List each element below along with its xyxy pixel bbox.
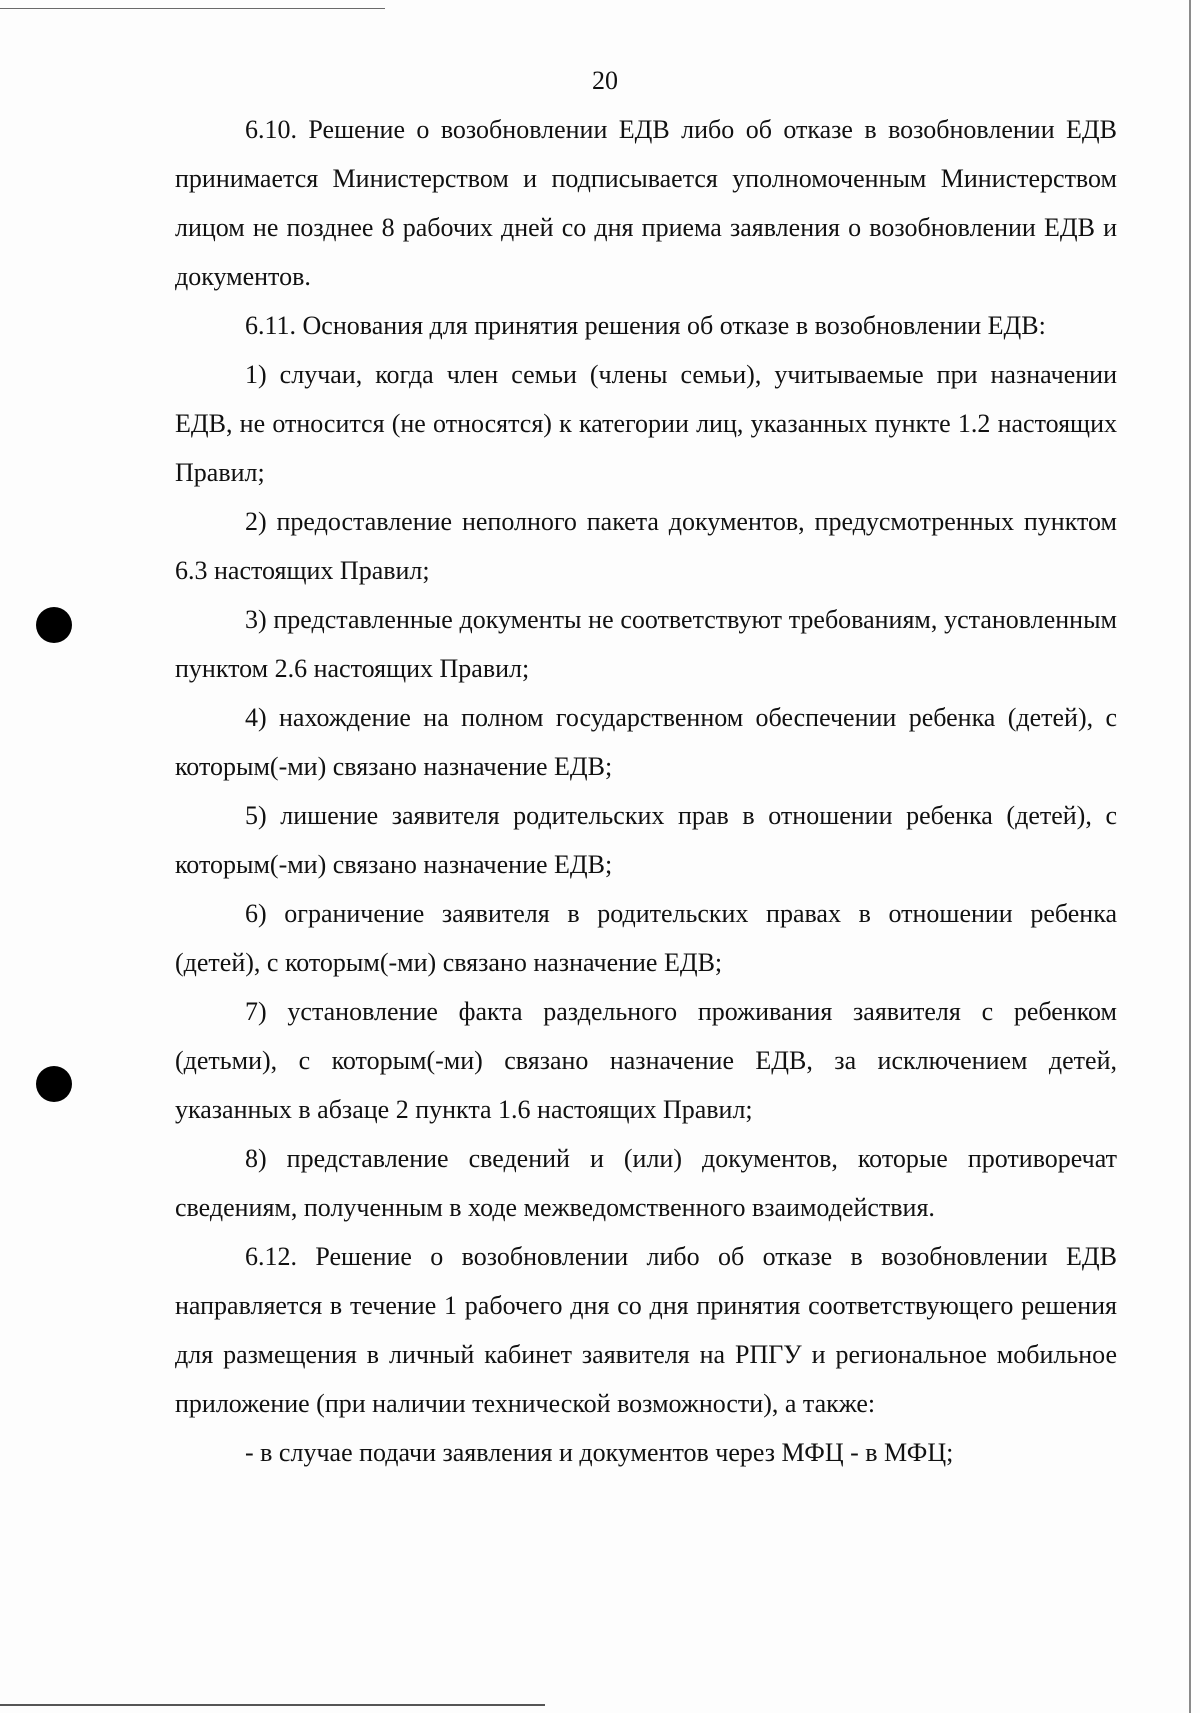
scan-edge-bottom — [0, 1704, 545, 1706]
punch-hole-mark — [36, 607, 72, 643]
list-item-6: 6) ограничение заявителя в родительских правах в отношении ребенка (детей), с которым(-ми) связано назначение ЕДВ; — [175, 899, 1117, 977]
list-item-4: 4) нахождение на полном государственном обеспечении ребенка (детей), с которым(-ми) связано назначение ЕДВ; — [175, 703, 1117, 781]
paragraph-6-11: 6.11. Основания для принятия решения об отказе в возобновлении ЕДВ: — [245, 311, 1046, 340]
list-item-2: 2) предоставление неполного пакета документов, предусмотренных пунктом 6.3 настоящих Правил; — [175, 507, 1117, 585]
list-item-3: 3) представленные документы не соответствуют требованиям, установленным пунктом 2.6 настоящих Правил; — [175, 605, 1117, 683]
page-number: 20 — [592, 66, 618, 95]
list-item-7: 7) установление факта раздельного проживания заявителя с ребенком (детьми), с которым(-ми) связано назначение ЕДВ, за исключением детей, указанных в абзаце 2 пункта 1.6 настоящих Правил; — [175, 997, 1117, 1124]
paragraph-6-12-bullet: - в случае подачи заявления и документов через МФЦ - в МФЦ; — [245, 1438, 954, 1467]
list-item-8: 8) представление сведений и (или) документов, которые противоречат сведениям, полученным в ходе межведомственного взаимодействия. — [175, 1144, 1117, 1222]
paragraph-6-10: 6.10. Решение о возобновлении ЕДВ либо об отказе в возобновлении ЕДВ принимается Министерством и подписывается уполномоченным Министерством лицом не позднее 8 рабочих дней со дня приема заявления о возобновлении ЕДВ и документов. — [175, 115, 1117, 291]
paragraph-6-12: 6.12. Решение о возобновлении либо об отказе в возобновлении ЕДВ направляется в течение 1 рабочего дня со дня принятия соответствующего решения для размещения в личный кабинет заявителя на РПГУ и региональное мобильное приложение (при наличии технической возможности), а также: — [175, 1242, 1117, 1418]
punch-hole-mark — [36, 1066, 72, 1102]
list-item-5: 5) лишение заявителя родительских прав в отношении ребенка (детей), с которым(-ми) связано назначение ЕДВ; — [175, 801, 1117, 879]
document-body — [175, 105, 1117, 1477]
scan-edge-top — [0, 8, 385, 9]
list-item-1: 1) случаи, когда член семьи (члены семьи), учитываемые при назначении ЕДВ, не относится (не относятся) к категории лиц, указанных пункте 1.2 настоящих Правил; — [175, 360, 1117, 487]
scan-edge-right — [1189, 0, 1191, 1713]
